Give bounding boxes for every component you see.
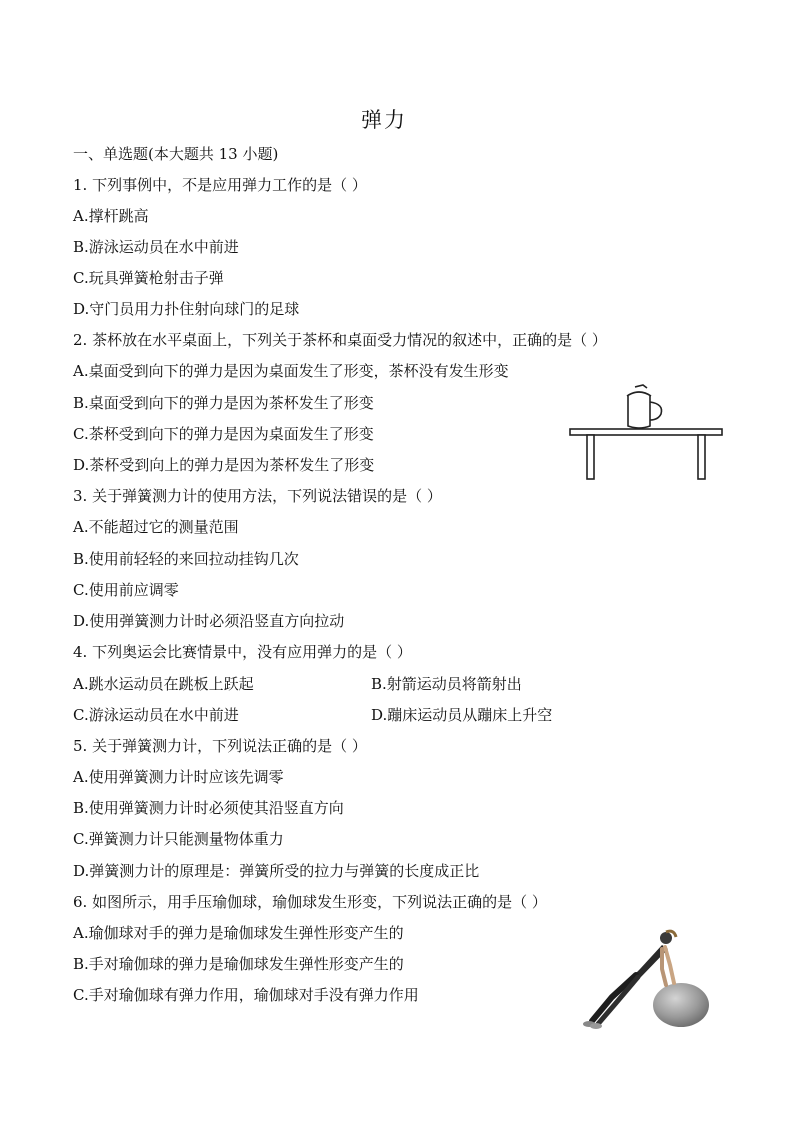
question-6-option-b[interactable]: B.手对瑜伽球的弹力是瑜伽球发生弹性形变产生的 bbox=[73, 955, 404, 973]
question-2-option-a[interactable]: A.桌面受到向下的弹力是因为桌面发生了形变，茶杯没有发生形变 bbox=[73, 362, 509, 380]
question-4-option-c[interactable]: C.游泳运动员在水中前进 bbox=[73, 706, 239, 724]
question-5-option-d[interactable]: D.弹簧测力计的原理是：弹簧所受的拉力与弹簧的长度成正比 bbox=[73, 862, 480, 880]
question-4-option-a[interactable]: A.跳水运动员在跳板上跃起 bbox=[73, 675, 254, 693]
page-title: 弹力 bbox=[361, 108, 407, 132]
question-3-option-b[interactable]: B.使用前轻轻的来回拉动挂钩几次 bbox=[73, 550, 299, 568]
question-4-stem: 4. 下列奥运会比赛情景中，没有应用弹力的是（ ） bbox=[73, 643, 412, 661]
question-5-option-c[interactable]: C.弹簧测力计只能测量物体重力 bbox=[73, 830, 284, 848]
question-5-option-a[interactable]: A.使用弹簧测力计时应该先调零 bbox=[73, 768, 284, 786]
question-1-option-d[interactable]: D.守门员用力扑住射向球门的足球 bbox=[73, 300, 300, 318]
question-3-option-c[interactable]: C.使用前应调零 bbox=[73, 581, 179, 599]
question-4-option-b[interactable]: B.射箭运动员将箭射出 bbox=[371, 675, 522, 693]
question-2-option-b[interactable]: B.桌面受到向下的弹力是因为茶杯发生了形变 bbox=[73, 394, 374, 412]
question-2-option-c[interactable]: C.茶杯受到向下的弹力是因为桌面发生了形变 bbox=[73, 425, 374, 443]
question-3-option-d[interactable]: D.使用弹簧测力计时必须沿竖直方向拉动 bbox=[73, 612, 345, 630]
question-3-option-a[interactable]: A.不能超过它的测量范围 bbox=[73, 518, 239, 536]
teacup-on-table-figure bbox=[565, 382, 727, 482]
question-5-stem: 5. 关于弹簧测力计，下列说法正确的是（ ） bbox=[73, 737, 367, 755]
question-5-option-b[interactable]: B.使用弹簧测力计时必须使其沿竖直方向 bbox=[73, 799, 344, 817]
question-1-option-b[interactable]: B.游泳运动员在水中前进 bbox=[73, 238, 239, 256]
question-2-option-d[interactable]: D.茶杯受到向上的弹力是因为茶杯发生了形变 bbox=[73, 456, 375, 474]
question-6-option-c[interactable]: C.手对瑜伽球有弹力作用，瑜伽球对手没有弹力作用 bbox=[73, 986, 419, 1004]
question-3-stem: 3. 关于弹簧测力计的使用方法，下列说法错误的是（ ） bbox=[73, 487, 442, 505]
question-1-option-a[interactable]: A.撑杆跳高 bbox=[73, 207, 149, 225]
question-1-option-c[interactable]: C.玩具弹簧枪射击子弹 bbox=[73, 269, 224, 287]
question-1-stem: 1. 下列事例中，不是应用弹力工作的是（ ） bbox=[73, 176, 367, 194]
question-2-stem: 2. 茶杯放在水平桌面上，下列关于茶杯和桌面受力情况的叙述中，正确的是（ ） bbox=[73, 331, 607, 349]
question-4-option-d[interactable]: D.蹦床运动员从蹦床上升空 bbox=[371, 706, 553, 724]
question-6-option-a[interactable]: A.瑜伽球对手的弹力是瑜伽球发生弹性形变产生的 bbox=[73, 924, 404, 942]
section-heading: 一、单选题(本大题共 13 小题) bbox=[73, 145, 279, 163]
yoga-ball-figure bbox=[578, 925, 718, 1030]
question-6-stem: 6. 如图所示，用手压瑜伽球，瑜伽球发生形变，下列说法正确的是（ ） bbox=[73, 893, 547, 911]
